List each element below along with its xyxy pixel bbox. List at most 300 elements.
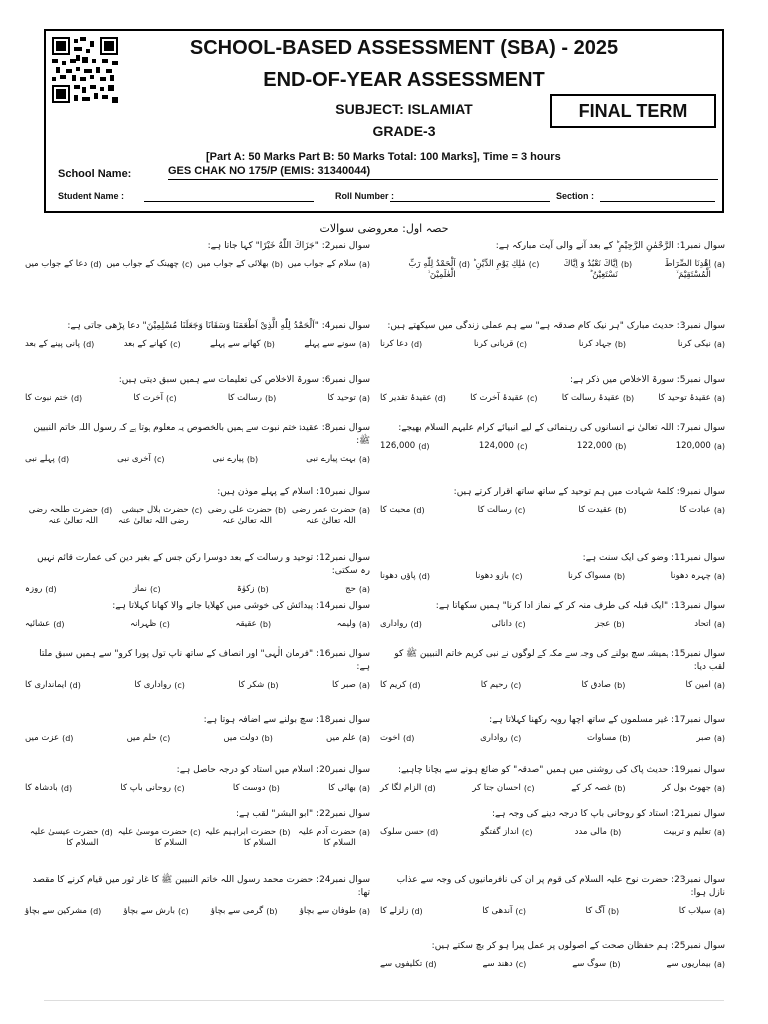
question-left-8 [25, 648, 370, 691]
option-letter: (d) [410, 340, 423, 349]
option-letter: (d) [418, 442, 430, 451]
option-letter: (c) [177, 907, 189, 916]
option-text: رواداری [380, 619, 408, 629]
option-c[interactable] [470, 393, 537, 404]
option-text: 120,000 [675, 441, 711, 451]
option-c[interactable] [480, 827, 532, 838]
option-text: روزہ [25, 584, 43, 594]
question-right-4 [380, 422, 725, 452]
option-d[interactable] [25, 584, 57, 595]
option-text: حضرت ابراہیم علیہ السلام کا [205, 827, 277, 848]
options-row [25, 619, 370, 630]
option-a[interactable] [658, 393, 725, 404]
question-text: سوال نمبر3: حدیث مبارک "ہر نیک کام صدقہ ہے" سے ہم عملی زندگی میں سیکھتے ہیں: [387, 321, 725, 331]
school-name-label: School Name: [58, 168, 132, 180]
option-letter: (a) [358, 455, 370, 464]
option-letter: (a) [713, 620, 725, 629]
title-end-of-year: END-OF-YEAR ASSESSMENT [263, 69, 545, 91]
question-text: سوال نمبر23: حضرت نوح علیہ السلام کی قوم پر ان کی نافرمانیوں کی وجہ سے عذاب نازل ہوا: [396, 875, 725, 898]
option-letter: (b) [246, 455, 259, 464]
option-c[interactable] [133, 584, 161, 595]
option-d[interactable] [25, 783, 72, 794]
question-text: سوال نمبر14: پیدائش کی خوشی میں کھلایا جانے والا کھانا کہلاتا ہے: [112, 601, 370, 611]
option-d[interactable] [380, 393, 446, 404]
option-b[interactable] [223, 733, 272, 744]
option-text: آخری نبی [117, 454, 151, 464]
question-left-2 [25, 320, 370, 350]
option-c[interactable] [130, 619, 170, 630]
option-a[interactable] [694, 619, 725, 630]
option-text: جہاد کرنا [578, 339, 612, 349]
option-letter: (d) [424, 784, 436, 793]
options-row [380, 783, 725, 794]
option-a[interactable] [667, 959, 726, 970]
option-letter: (c) [515, 907, 526, 916]
option-d[interactable] [380, 827, 438, 838]
option-c[interactable] [106, 259, 192, 270]
option-letter: (c) [149, 585, 161, 594]
option-c[interactable] [480, 733, 521, 744]
option-letter: (c) [181, 260, 193, 269]
option-letter: (c) [174, 681, 185, 690]
options-row [25, 454, 370, 465]
option-b[interactable] [586, 906, 620, 917]
options-row [380, 259, 725, 281]
option-b[interactable] [212, 454, 258, 465]
option-b[interactable] [197, 259, 283, 270]
option-d[interactable] [380, 619, 422, 630]
term-badge: FINAL TERM [550, 94, 716, 128]
option-text: مشرکین سے بچاؤ [25, 906, 87, 916]
option-text: حج [345, 584, 356, 594]
question-right-7 [380, 600, 725, 630]
option-c[interactable] [478, 505, 526, 516]
option-d[interactable] [25, 393, 82, 404]
option-d[interactable] [380, 339, 422, 350]
option-text: سونے سے پہلے [304, 339, 356, 349]
question-text: سوال نمبر1: الرَّحْمٰنِ الرَّحِیْمِ ؕ کے بعد آنے والی آیت مبارکہ ہے: [495, 241, 725, 251]
options-row [380, 619, 725, 630]
section-title: حصہ اول: معروضی سوالات [319, 222, 449, 235]
option-letter: (d) [89, 907, 102, 916]
option-c[interactable] [483, 959, 527, 970]
question-text: سوال نمبر19: حدیث پاک کی روشنی میں ہمیں "صدقہ" کو ضائع ہونے سے بچانا چاہیے: [397, 765, 725, 775]
options-row [380, 339, 725, 350]
option-letter: (c) [514, 506, 526, 515]
option-letter: (a) [358, 681, 370, 690]
option-letter: (b) [257, 585, 269, 594]
question-right-2 [380, 320, 725, 350]
option-text: اِیَّاكَ نَعْبُدُ وَ اِیَّاكَ نَسْتَعِیْنُ ؕ [563, 259, 618, 280]
option-letter: (b) [619, 734, 631, 743]
option-text: حضرت عمر رضی اللہ تعالیٰ عنہ [292, 505, 356, 526]
option-d[interactable] [380, 571, 430, 582]
option-a[interactable] [679, 906, 725, 917]
option-letter: (b) [261, 734, 273, 743]
option-letter: (a) [713, 394, 725, 403]
option-letter: (c) [159, 734, 171, 743]
option-b[interactable] [562, 393, 635, 404]
question-text: سوال نمبر16: "فرمان الٰہی" اور انصاف کے ساتھ ناپ تول پورا کرو" سے ہمیں سبق ملتا ہے: [39, 649, 370, 672]
option-d[interactable] [25, 906, 101, 917]
option-text: عقیدۂ رسالت کا [561, 393, 620, 403]
question-right-11 [380, 808, 725, 838]
option-text: عقیدۂ تقدیر کا [380, 393, 432, 403]
option-text: غصہ کر کے [571, 783, 612, 793]
option-c[interactable] [475, 571, 522, 582]
option-text: زکوٰۃ [236, 584, 255, 594]
option-c[interactable] [123, 906, 188, 917]
options-row [25, 259, 370, 270]
option-letter: (d) [62, 734, 74, 743]
option-a[interactable] [345, 584, 370, 595]
option-d[interactable] [25, 339, 94, 350]
option-a[interactable] [662, 783, 725, 794]
option-letter: (d) [426, 828, 439, 837]
option-c[interactable] [120, 783, 184, 794]
option-letter: (c) [166, 394, 177, 403]
option-text: 122,000 [576, 441, 613, 451]
option-text: گرمی سے بچاؤ [210, 906, 264, 916]
option-letter: (c) [510, 681, 522, 690]
option-letter: (d) [101, 828, 113, 837]
question-left-9 [25, 714, 370, 744]
option-b[interactable] [201, 827, 291, 849]
option-letter: (a) [713, 828, 725, 837]
roll-number-label: Roll Number : [335, 191, 395, 201]
option-letter: (d) [418, 572, 430, 581]
option-text: بارش سے بچاؤ [123, 906, 175, 916]
school-name-value: GES CHAK NO 175/P (EMIS: 31340044) [168, 165, 718, 180]
option-d[interactable] [380, 959, 437, 970]
option-letter: (c) [190, 828, 201, 837]
student-name-field[interactable] [144, 201, 314, 202]
question-text: سوال نمبر22: "ابو البشر" لقب ہے: [235, 809, 370, 819]
option-text: عبادت کا [679, 505, 711, 515]
option-letter: (c) [153, 455, 165, 464]
option-letter: (c) [511, 572, 523, 581]
option-a[interactable] [671, 571, 725, 582]
question-right-1 [380, 240, 725, 281]
options-row [380, 441, 725, 452]
question-right-8 [380, 648, 725, 691]
options-row [380, 733, 725, 744]
option-text: مٰلِكِ یَوْمِ الدِّیْنِ ؕ [472, 259, 526, 269]
option-a[interactable] [326, 733, 370, 744]
option-text: رسالت کا [227, 393, 262, 403]
option-c[interactable] [472, 783, 534, 794]
option-text: کریم کا [380, 680, 407, 690]
option-letter: (d) [434, 394, 446, 403]
question-text: سوال نمبر25: ہم حفظان صحت کے اصولوں پر عمل پیرا ہو کر بچ سکتے ہیں: [431, 941, 725, 951]
option-c[interactable] [479, 441, 528, 452]
option-text: آندھی کا [482, 906, 513, 916]
option-letter: (b) [615, 506, 627, 515]
option-d[interactable] [25, 827, 113, 849]
question-right-9 [380, 714, 725, 744]
option-letter: (b) [615, 442, 627, 451]
option-text: محبت کا [380, 505, 411, 515]
question-left-12 [25, 874, 370, 917]
question-right-3 [380, 374, 725, 404]
option-a[interactable] [304, 339, 370, 350]
option-c[interactable] [117, 454, 164, 465]
question-left-6 [25, 552, 370, 595]
options-row [25, 584, 370, 595]
question-left-10 [25, 764, 370, 794]
option-a[interactable] [696, 733, 725, 744]
question-text: سوال نمبر11: وضو کی ایک سنت ہے: [582, 553, 725, 563]
option-d[interactable] [25, 680, 81, 691]
option-letter: (c) [510, 734, 522, 743]
question-text: سوال نمبر6: سورۃ الاخلاص کی تعلیمات سے ہمیں سبق دیتی ہیں: [118, 375, 370, 385]
option-d[interactable] [380, 505, 425, 516]
option-letter: (d) [409, 681, 421, 690]
option-d[interactable] [25, 454, 69, 465]
option-letter: (b) [614, 784, 626, 793]
option-letter: (d) [425, 960, 437, 969]
question-text: سوال نمبر7: اللہ تعالیٰ نے انسانوں کی رہنمائی کے لیے انبیائے کرام علیہم السلام بھیجے: [398, 423, 725, 433]
option-letter: (b) [267, 681, 279, 690]
option-b[interactable] [236, 619, 272, 630]
option-a[interactable] [328, 783, 370, 794]
options-row [380, 571, 725, 582]
option-letter: (a) [358, 620, 370, 629]
options-row [25, 339, 370, 350]
option-d[interactable] [380, 906, 423, 917]
option-a[interactable] [286, 505, 370, 527]
options-row [25, 680, 370, 691]
option-a[interactable] [337, 619, 370, 630]
option-letter: (d) [45, 585, 57, 594]
option-b[interactable] [595, 619, 625, 630]
option-b[interactable] [578, 505, 626, 516]
option-letter: (d) [411, 907, 423, 916]
option-text: عشائیہ [25, 619, 51, 629]
options-row [25, 783, 370, 794]
option-c[interactable] [127, 733, 171, 744]
option-b[interactable] [572, 959, 620, 970]
option-letter: (a) [713, 734, 725, 743]
option-a[interactable] [676, 441, 725, 452]
option-letter: (b) [613, 572, 626, 581]
option-c[interactable] [474, 339, 527, 350]
option-text: حضرت موسیٰ علیہ السلام کا [117, 827, 188, 848]
question-text: سوال نمبر8: عقیدۂ ختم نبوت سے ہمیں بالخصوص یہ معلوم ہوتا ہے کہ رسول اللہ خاتم النبیین ﷺ: [33, 423, 370, 446]
option-b[interactable] [233, 783, 280, 794]
option-b[interactable] [579, 339, 626, 350]
option-text: آخرت کا [133, 393, 164, 403]
question-text: سوال نمبر21: استاد کو روحانی باپ کا درجہ دینے کی وجہ ہے: [491, 809, 725, 819]
options-row [380, 906, 725, 917]
option-c[interactable] [134, 680, 184, 691]
options-row [380, 680, 725, 691]
option-text: دوست کا [232, 783, 266, 793]
option-letter: (d) [57, 455, 70, 464]
option-text: عقیقہ [235, 619, 257, 629]
option-text: چہرہ دھونا [670, 571, 711, 581]
option-letter: (a) [713, 260, 725, 269]
question-text: سوال نمبر10: اسلام کے پہلے موذن ہیں: [217, 487, 370, 497]
option-letter: (b) [264, 394, 277, 403]
question-text: سوال نمبر12: توحید و رسالت کے بعد دوسرا رکن جس کے بغیر دین کی عمارت قائم نہیں رہ سکتی: [37, 553, 370, 576]
option-text: دھند سے [482, 959, 513, 969]
option-letter: (b) [609, 828, 622, 837]
option-b[interactable] [228, 393, 276, 404]
option-text: پہلے نبی [25, 454, 55, 464]
marks-info: [Part A: 50 Marks Part B: 50 Marks Total: 100 Marks], Time = 3 hours [206, 151, 561, 163]
option-b[interactable] [575, 827, 622, 838]
option-d[interactable] [380, 441, 429, 452]
option-b[interactable] [238, 680, 278, 691]
option-b[interactable] [568, 571, 625, 582]
options-row [25, 906, 370, 917]
question-text: سوال نمبر4: "اَلْحَمْدُ لِلّٰهِ الَّذِیْ اَطْعَمَنَا وَسَقَانَا وَجَعَلَنَا مُسْلِمِیْنَ" دعا پڑھی جاتی ہے: [67, 321, 370, 331]
question-text: سوال نمبر9: کلمۂ شہادت میں ہم توحید کے ساتھ ساتھ اقرار کرتے ہیں: [453, 487, 725, 497]
option-letter: (d) [458, 260, 471, 269]
option-text: زلزلے کا [380, 906, 409, 916]
option-b[interactable] [542, 259, 632, 281]
option-letter: (c) [516, 340, 528, 349]
option-letter: (c) [521, 828, 533, 837]
option-c[interactable] [491, 619, 525, 630]
option-letter: (d) [60, 784, 73, 793]
option-c[interactable] [473, 259, 540, 281]
option-text: رواداری کا [134, 680, 172, 690]
option-b[interactable] [211, 906, 278, 917]
roll-number-field[interactable] [390, 201, 550, 202]
question-text: سوال نمبر20: اسلام میں استاد کو درجہ حاصل ہے: [176, 765, 370, 775]
option-text: 126,000 [380, 441, 416, 451]
option-text: ختم نبوت کا [25, 393, 68, 403]
question-right-13 [380, 940, 725, 970]
options-row [25, 505, 370, 527]
question-left-3 [25, 374, 370, 404]
options-row [380, 827, 725, 838]
option-a[interactable] [635, 259, 725, 281]
option-text: 124,000 [478, 441, 514, 451]
option-text: سلام کے جواب میں [287, 259, 356, 269]
option-text: آگ کا [585, 906, 605, 916]
option-letter: (a) [358, 907, 370, 916]
option-text: حضرت عیسیٰ علیہ السلام کا [29, 827, 99, 848]
option-text: حضرت آدم علیہ السلام کا [298, 827, 356, 848]
option-letter: (a) [358, 585, 370, 594]
option-b[interactable] [581, 680, 625, 691]
option-d[interactable] [380, 259, 470, 281]
option-text: انداز گفتگو [480, 827, 519, 837]
option-text: امین کا [685, 680, 711, 690]
option-b[interactable] [210, 339, 275, 350]
option-letter: (a) [713, 340, 725, 349]
option-text: رسالت کا [477, 505, 512, 515]
option-text: دعا کرنا [380, 339, 408, 349]
option-b[interactable] [202, 505, 286, 527]
option-d[interactable] [25, 733, 73, 744]
option-letter: (c) [514, 620, 526, 629]
option-letter: (d) [403, 734, 415, 743]
option-letter: (b) [622, 394, 635, 403]
question-text: سوال نمبر5: سورۃ الاخلاص میں ذکر ہے: [569, 375, 725, 385]
option-letter: (c) [191, 506, 203, 515]
option-d[interactable] [25, 619, 64, 630]
option-letter: (b) [266, 907, 278, 916]
option-text: عقیدۂ آخرت کا [470, 393, 524, 403]
option-letter: (d) [70, 394, 83, 403]
option-b[interactable] [587, 733, 631, 744]
option-text: مساوات [587, 733, 617, 743]
option-c[interactable] [481, 680, 522, 691]
option-b[interactable] [571, 783, 625, 794]
option-text: بھائی کا [328, 783, 356, 793]
option-text: حضرت طلحہ رضی اللہ تعالیٰ عنہ [28, 505, 98, 526]
title-assessment: SCHOOL-BASED ASSESSMENT (SBA) - 2025 [189, 37, 619, 59]
option-d[interactable] [380, 733, 414, 744]
question-text: سوال نمبر13: "ایک قبلہ کی طرف منہ کر کے نماز ادا کرنا" ہمیں سکھاتا ہے: [435, 601, 725, 611]
option-letter: (a) [713, 572, 725, 581]
option-text: پیارے نبی [212, 454, 244, 464]
option-text: طوفان سے بچاؤ [299, 906, 356, 916]
option-text: اَلْحَمْدُ لِلّٰهِ رَبِّ الْعٰلَمِیْنَ ۙ [408, 259, 456, 280]
option-a[interactable] [686, 680, 725, 691]
option-text: توحید کا [327, 393, 356, 403]
option-text: ایمانداری کا [25, 680, 67, 690]
option-letter: (c) [159, 620, 170, 629]
option-c[interactable] [482, 906, 526, 917]
option-a[interactable] [306, 454, 370, 465]
option-d[interactable] [380, 783, 436, 794]
question-right-12 [380, 874, 725, 917]
option-a[interactable] [332, 680, 370, 691]
student-name-label: Student Name : [58, 191, 125, 201]
option-letter: (d) [410, 620, 422, 629]
option-letter: (b) [259, 620, 272, 629]
question-text: سوال نمبر15: ہمیشہ سچ بولنے کی وجہ سے مکہ کے لوگوں نے نبی کریم خاتم النبیین ﷺ کو لقب دیا: [394, 649, 725, 672]
option-a[interactable] [290, 827, 370, 849]
option-letter: (d) [100, 506, 113, 515]
option-a[interactable] [664, 827, 726, 838]
option-a[interactable] [327, 393, 370, 404]
option-d[interactable] [380, 680, 420, 691]
option-b[interactable] [237, 584, 269, 595]
option-c[interactable] [112, 505, 202, 527]
option-letter: (a) [358, 394, 370, 403]
option-c[interactable] [113, 827, 201, 849]
option-letter: (a) [358, 828, 370, 837]
question-left-1 [25, 240, 370, 270]
option-a[interactable] [288, 259, 370, 270]
option-letter: (a) [713, 442, 725, 451]
option-text: عجز [595, 619, 611, 629]
section-field[interactable] [600, 201, 715, 202]
option-d[interactable] [25, 505, 112, 527]
question-left-11 [25, 808, 370, 849]
option-d[interactable] [25, 259, 102, 270]
option-text: الزام لگا کر [380, 783, 422, 793]
option-a[interactable] [679, 505, 725, 516]
option-letter: (c) [515, 960, 527, 969]
option-b[interactable] [577, 441, 626, 452]
option-a[interactable] [300, 906, 370, 917]
option-letter: (b) [279, 828, 291, 837]
subject-label: SUBJECT: ISLAMIAT [335, 101, 473, 117]
option-a[interactable] [678, 339, 725, 350]
options-row [380, 505, 725, 516]
option-c[interactable] [133, 393, 176, 404]
option-text: عزت میں [25, 733, 60, 743]
option-c[interactable] [124, 339, 181, 350]
option-letter: (a) [358, 734, 370, 743]
